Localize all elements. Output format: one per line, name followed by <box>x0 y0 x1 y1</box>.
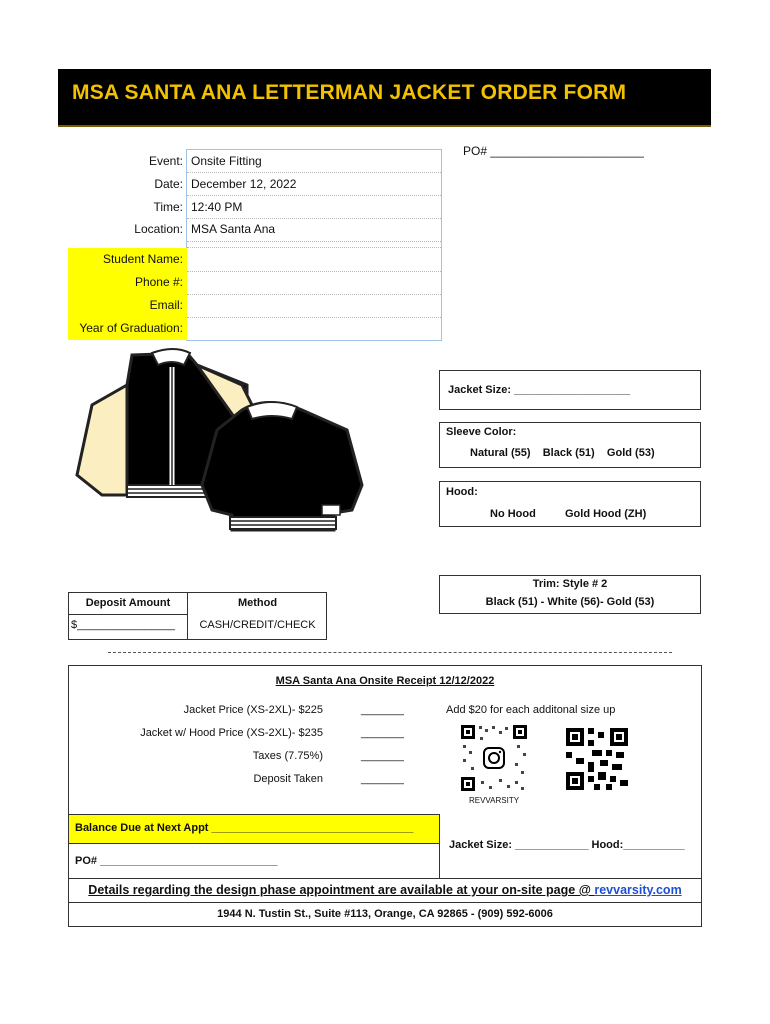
jacket-illustration <box>72 345 372 575</box>
email-label: Email: <box>149 298 183 312</box>
trim-style: Trim: Style # 2 <box>532 578 608 590</box>
divider <box>187 172 441 173</box>
receipt-jacket-size-hood[interactable]: Jacket Size: ____________ Hood:__________ <box>449 839 685 851</box>
divider <box>187 317 441 318</box>
title-bar <box>58 69 711 127</box>
taxes-label: Taxes (7.75%) <box>252 750 323 762</box>
trim-colors: Black (51) - White (56)- Gold (53) <box>485 596 655 608</box>
instagram-qr-code-icon[interactable] <box>459 723 529 793</box>
website-qr-code-icon[interactable] <box>566 728 628 790</box>
deposit-table <box>68 592 327 640</box>
divider <box>69 902 701 903</box>
hood-option-none[interactable]: No Hood <box>490 508 536 520</box>
divider <box>439 814 440 878</box>
divider <box>187 247 441 248</box>
divider <box>187 294 441 295</box>
jacket-size-label[interactable]: Jacket Size: ___________________ <box>448 384 631 396</box>
details-text: Details regarding the design phase appointment are available at your on-site page @ <box>88 883 595 897</box>
po-number-top: PO# _______________________ <box>463 144 644 158</box>
form-title: MSA SANTA ANA LETTERMAN JACKET ORDER FORM <box>72 81 627 104</box>
hood-price-label: Jacket w/ Hood Price (XS-2XL)- $235 <box>140 727 323 739</box>
trim-box <box>439 575 701 614</box>
time-value: 12:40 PM <box>191 200 243 214</box>
graduation-year-label: Year of Graduation: <box>79 321 183 335</box>
deposit-amount-field[interactable]: $________________ <box>71 619 176 631</box>
divider <box>187 271 441 272</box>
date-value: December 12, 2022 <box>191 177 297 191</box>
graduation-year-field[interactable] <box>188 319 438 339</box>
size-up-note: Add $20 for each additonal size up <box>446 704 616 716</box>
jacket-price-blank[interactable]: _______ <box>361 704 404 716</box>
sleeve-color-box <box>439 422 701 468</box>
email-field[interactable] <box>188 296 438 316</box>
hood-box <box>439 481 701 527</box>
qr-caption: REVVARSITY <box>468 796 520 805</box>
hood-option-gold[interactable]: Gold Hood (ZH) <box>565 508 647 520</box>
divider <box>187 593 188 639</box>
deposit-taken-label: Deposit Taken <box>253 773 323 785</box>
hood-price-blank[interactable]: _______ <box>361 727 404 739</box>
event-value: Onsite Fitting <box>191 154 262 168</box>
jacket-back-view-icon <box>202 402 362 530</box>
payment-method-field[interactable]: CASH/CREDIT/CHECK <box>199 619 316 631</box>
sleeve-color-options[interactable]: Natural (55) Black (51) Gold (53) <box>470 447 655 459</box>
student-name-field[interactable] <box>188 250 438 270</box>
location-label: Location: <box>134 222 183 236</box>
time-label: Time: <box>153 200 183 214</box>
cut-line <box>108 652 672 653</box>
phone-label: Phone #: <box>134 275 183 289</box>
receipt-po-number[interactable]: PO# _____________________________ <box>75 855 278 867</box>
store-address: 1944 N. Tustin St., Suite #113, Orange, CA 92865 - (909) 592-6006 <box>217 908 553 920</box>
divider <box>187 218 441 219</box>
jacket-size-box <box>439 370 701 410</box>
taxes-blank[interactable]: _______ <box>361 750 404 762</box>
event-label: Event: <box>148 154 183 168</box>
method-header: Method <box>237 597 278 609</box>
date-label: Date: <box>154 177 183 191</box>
deposit-taken-blank[interactable]: _______ <box>361 773 404 785</box>
onsite-receipt <box>68 665 702 927</box>
balance-due-highlight <box>69 814 439 844</box>
divider <box>69 878 701 879</box>
phone-field[interactable] <box>188 273 438 293</box>
divider <box>187 195 441 196</box>
divider <box>69 614 187 615</box>
divider <box>187 241 441 242</box>
student-name-label: Student Name: <box>102 252 183 266</box>
jacket-price-label: Jacket Price (XS-2XL)- $225 <box>183 704 323 716</box>
receipt-title: MSA Santa Ana Onsite Receipt 12/12/2022 <box>275 675 495 687</box>
deposit-amount-header: Deposit Amount <box>85 597 171 609</box>
revvarsity-link[interactable]: revvarsity.com <box>594 883 682 897</box>
location-value: MSA Santa Ana <box>191 222 276 236</box>
details-line <box>69 883 701 897</box>
hood-label: Hood: <box>446 486 478 498</box>
sleeve-color-label: Sleeve Color: <box>446 426 517 438</box>
balance-due-label[interactable]: Balance Due at Next Appt _________________________________ <box>75 822 414 834</box>
